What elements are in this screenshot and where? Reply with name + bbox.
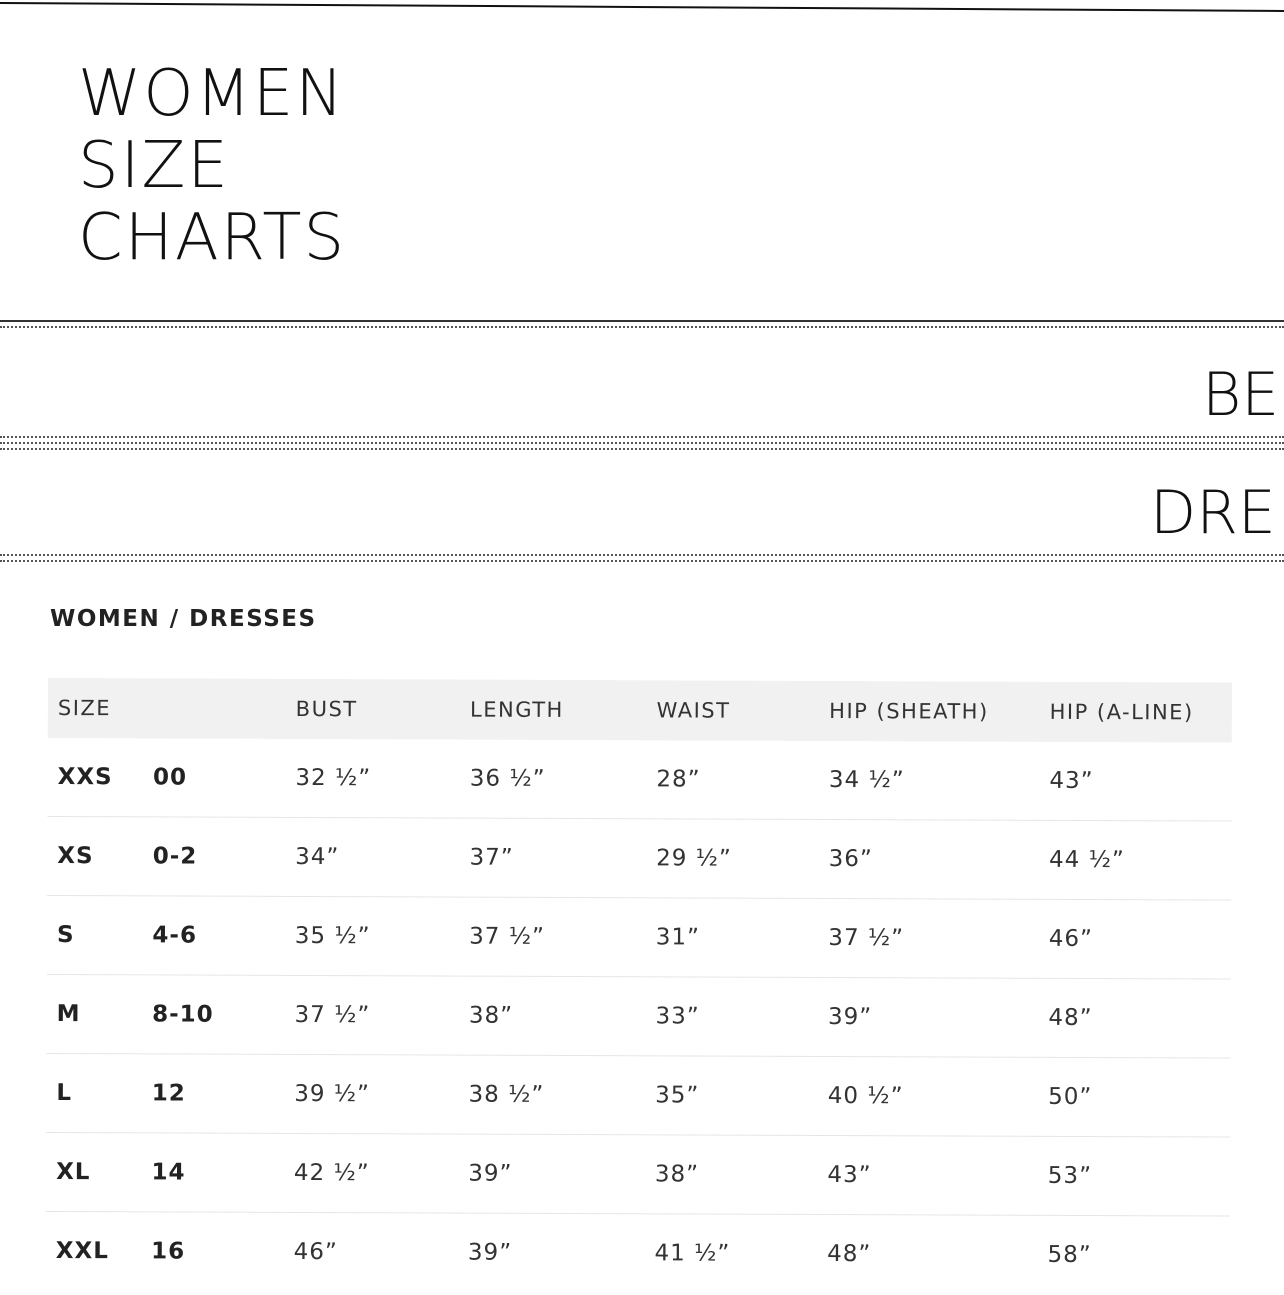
waist-value: 31” [656, 898, 829, 978]
hip-sheath-value: 48” [827, 1240, 872, 1268]
bust-value: 35 ½” [295, 896, 470, 976]
size-number: 00 [153, 738, 296, 817]
table-header-row [48, 678, 1232, 743]
hip-sheath-value: 39” [828, 977, 1049, 1057]
tab-be[interactable] [1202, 360, 1284, 430]
length-value: 37 ½” [469, 897, 656, 977]
size-number: 0-2 [153, 817, 296, 897]
table-row [47, 895, 1231, 979]
size-label: S [47, 895, 153, 974]
tab-separator [0, 320, 1284, 332]
size-label: XXL [55, 1238, 109, 1265]
waist-value: 33” [655, 977, 828, 1057]
hip-a-line-value: 46” [1049, 899, 1232, 979]
column-header-bust: BUST [296, 679, 471, 740]
table-row [47, 738, 1231, 821]
size-number: 8-10 [152, 975, 295, 1055]
length-value: 38 ½” [468, 1055, 655, 1135]
table-row [46, 1211, 1230, 1294]
size-label: M [47, 974, 153, 1053]
hip-a-line-value: 58” [1047, 1241, 1092, 1269]
size-number: 16 [151, 1238, 186, 1265]
page-title-line: CHARTS [78, 201, 347, 275]
hip-a-line-value: 44 ½” [1049, 820, 1232, 900]
hip-a-line-value: 53” [1048, 1136, 1231, 1216]
hip-a-line-value: 50” [1048, 1057, 1231, 1137]
tab-separator [0, 554, 1284, 566]
tab-label: DRE [1150, 478, 1276, 548]
tab-separator [0, 436, 1284, 454]
bust-value: 39 ½” [294, 1054, 469, 1134]
tab-label: BE [1202, 360, 1280, 430]
size-number: 14 [151, 1133, 294, 1213]
bust-value: 46” [293, 1238, 338, 1266]
hip-sheath-value: 36” [828, 819, 1049, 899]
waist-value: 28” [656, 740, 829, 819]
length-value: 36 ½” [470, 740, 657, 819]
section-heading: WOMEN / DRESSES [50, 606, 317, 632]
waist-value: 29 ½” [656, 819, 829, 899]
length-value: 38” [469, 976, 656, 1056]
size-number: 12 [152, 1054, 295, 1134]
waist-value: 41 ½” [654, 1240, 731, 1267]
table-row [47, 816, 1231, 900]
top-rule [0, 0, 1284, 12]
page-title-line: WOMEN [78, 57, 346, 131]
hip-a-line-value: 48” [1048, 978, 1231, 1058]
hip-a-line-value: 43” [1049, 742, 1232, 821]
hip-sheath-value: 43” [827, 1135, 1048, 1215]
size-label: XXS [47, 738, 153, 817]
size-number: 4-6 [152, 896, 295, 976]
column-header-size-number [153, 678, 296, 739]
size-label: L [46, 1053, 152, 1132]
column-header-waist: WAIST [657, 680, 830, 741]
length-value: 37” [469, 818, 656, 898]
size-label: XL [46, 1132, 152, 1211]
table-row [46, 1132, 1230, 1216]
bust-value: 34” [295, 817, 470, 897]
length-value: 39” [467, 1239, 513, 1266]
hip-sheath-value: 37 ½” [828, 898, 1049, 978]
bust-value: 37 ½” [294, 975, 469, 1055]
page-title-line: SIZE [78, 129, 230, 203]
table-row [47, 974, 1231, 1058]
bust-value: 32 ½” [295, 739, 470, 818]
waist-value: 35” [655, 1056, 828, 1136]
bust-value: 42 ½” [294, 1133, 469, 1213]
waist-value: 38” [655, 1135, 828, 1215]
column-header-size: SIZE [48, 678, 154, 738]
size-label: XS [47, 816, 153, 895]
length-value: 39” [468, 1134, 655, 1214]
size-chart-table [46, 678, 1232, 1295]
page-title [78, 58, 346, 274]
tab-dresses[interactable] [1150, 478, 1284, 548]
column-header-hip-sheath: HIP (SHEATH) [829, 681, 1050, 742]
column-header-hip-a-line: HIP (A-LINE) [1049, 682, 1231, 743]
hip-sheath-value: 34 ½” [829, 741, 1050, 820]
column-header-length: LENGTH [470, 680, 657, 741]
table-row [46, 1053, 1230, 1137]
hip-sheath-value: 40 ½” [828, 1056, 1049, 1136]
